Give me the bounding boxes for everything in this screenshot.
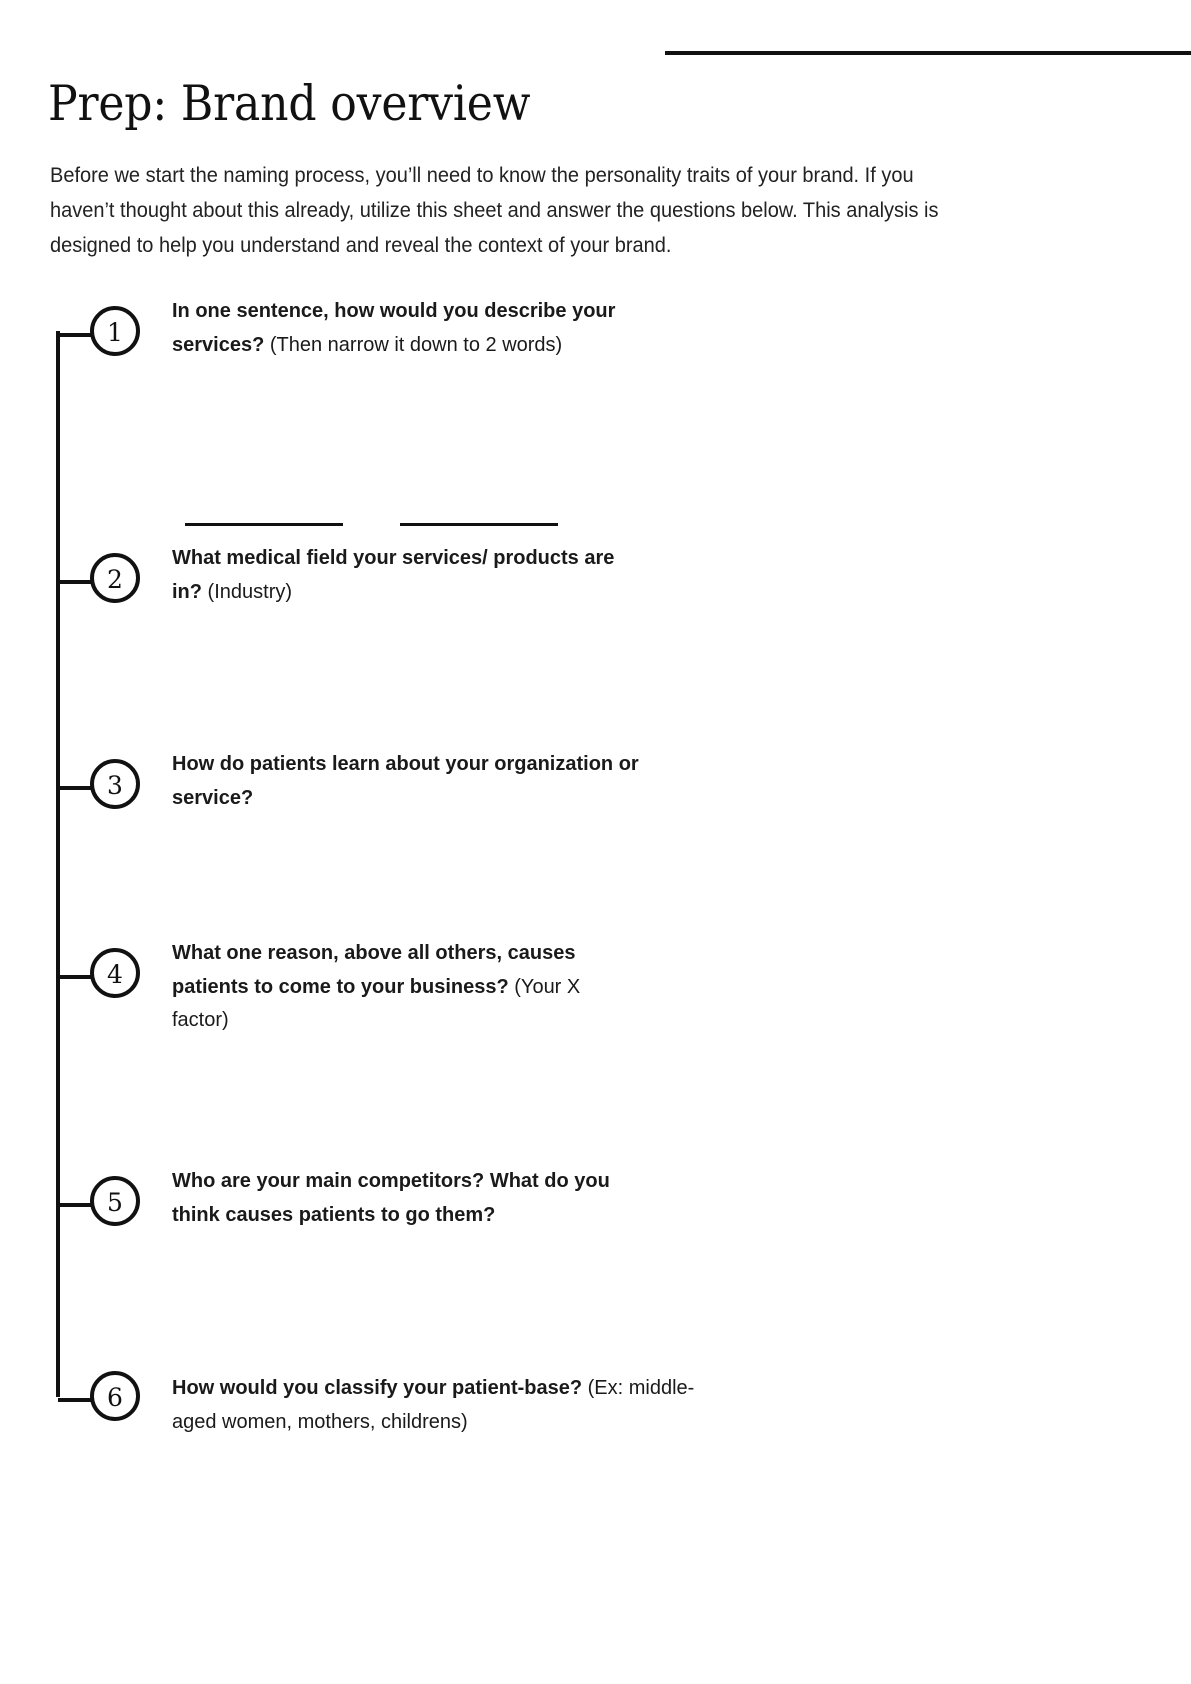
question-number-6: 6 xyxy=(107,1382,123,1412)
question-number-badge-5 xyxy=(90,1176,140,1226)
question-number-5: 5 xyxy=(107,1187,123,1217)
page-title: Prep: Brand overview xyxy=(48,75,531,132)
tree-connector-6 xyxy=(58,1398,92,1402)
question-number-2: 2 xyxy=(107,564,123,594)
question-plain-4: (Your X factor) xyxy=(172,975,581,1031)
question-text-1 xyxy=(172,295,642,362)
tree-connector-3 xyxy=(58,786,92,790)
question-text-3 xyxy=(172,748,642,815)
question-bold-5: Who are your main competitors? What do you think causes patients to go them? xyxy=(172,1170,610,1226)
question-text-5 xyxy=(172,1165,642,1232)
question-text-2 xyxy=(172,542,642,609)
question-number-badge-6 xyxy=(90,1371,140,1421)
question-plain-1: (Then narrow it down to 2 words) xyxy=(264,333,563,356)
tree-connector-4 xyxy=(58,975,92,979)
tree-connector-5 xyxy=(58,1203,92,1207)
tree-spine-line xyxy=(56,331,60,1397)
answer-blank-line-1[interactable] xyxy=(185,523,343,526)
question-bold-1: In one sentence, how would you describe your services? xyxy=(172,300,616,356)
question-text-6 xyxy=(172,1372,732,1439)
question-bold-2: What medical field your services/ products are in? xyxy=(172,547,615,603)
tree-connector-2 xyxy=(58,580,92,584)
question-number-3: 3 xyxy=(107,770,123,800)
question-bold-3: How do patients learn about your organization or service? xyxy=(172,753,639,809)
question-number-badge-1 xyxy=(90,306,140,356)
question-text-4 xyxy=(172,937,642,1038)
tree-connector-1 xyxy=(58,333,92,337)
question-number-4: 4 xyxy=(107,959,123,989)
question-plain-2: (Industry) xyxy=(202,580,293,603)
question-bold-6: How would you classify your patient-base? xyxy=(172,1377,583,1399)
question-number-badge-4 xyxy=(90,948,140,998)
question-bold-4: What one reason, above all others, causes patients to come to your business? xyxy=(172,942,576,998)
question-plain-6: (Ex: middle-aged women, mothers, childrens) xyxy=(172,1377,695,1433)
question-number-1: 1 xyxy=(107,317,123,347)
question-number-badge-2 xyxy=(90,553,140,603)
intro-paragraph: Before we start the naming process, you’ll need to know the personality traits of your brand. If you haven’t thought about this already, utilize this sheet and answer the questions below. This analysis is designed to help you understand and reveal the context of your brand. xyxy=(50,163,939,257)
question-number-badge-3 xyxy=(90,759,140,809)
answer-blank-line-2[interactable] xyxy=(400,523,558,526)
